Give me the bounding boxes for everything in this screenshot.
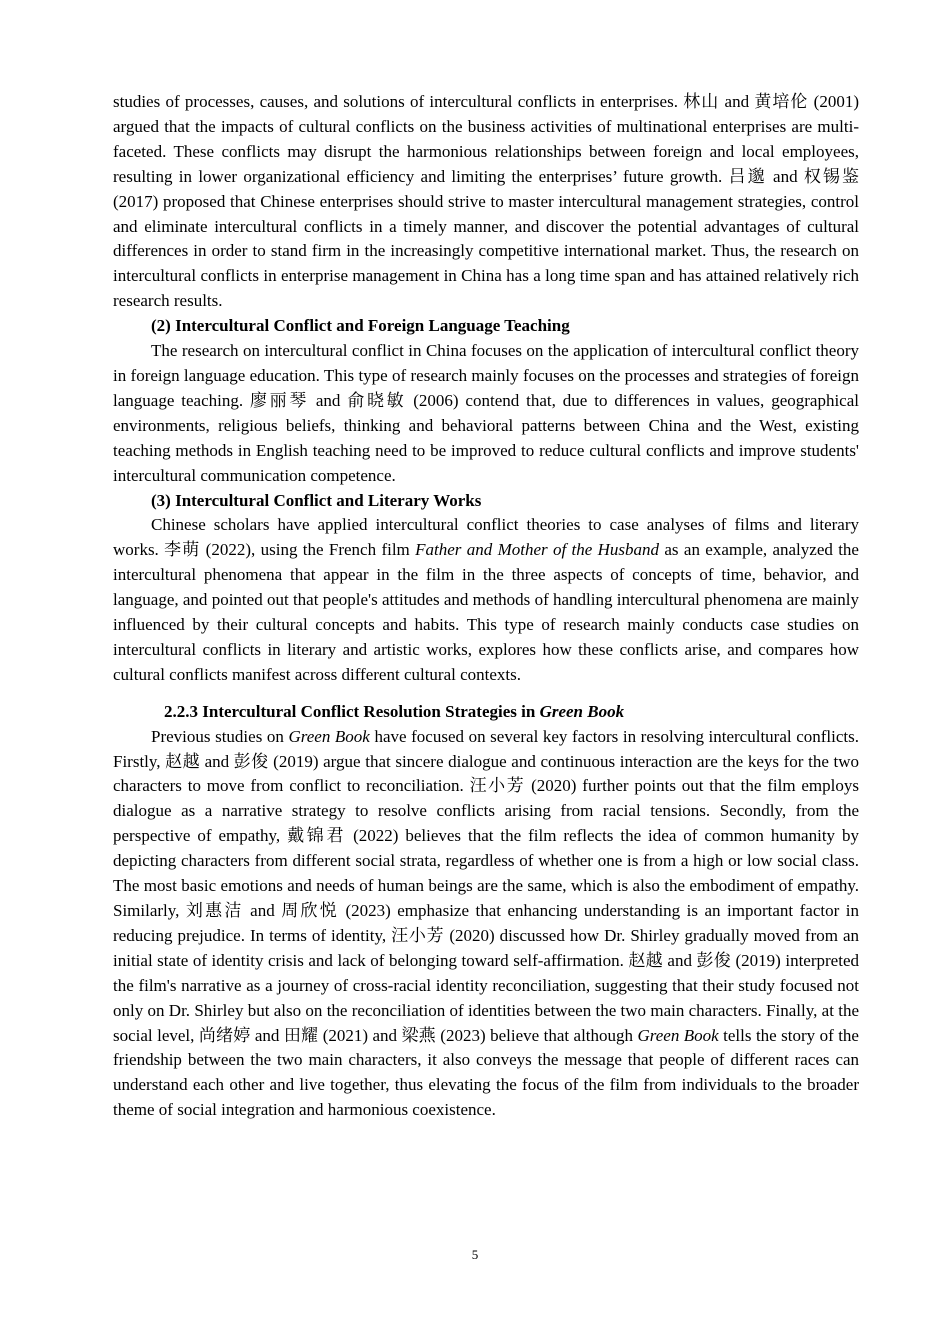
- page-number: 5: [471, 1247, 479, 1262]
- paragraph-literary-works: [113, 513, 859, 687]
- paragraph-text: as an example, analyzed the intercultural phenomena that appear in the film in the three aspects of concepts of time, behavior, and language, and pointed out that people's attitudes and methods of handling intercultural phenomena are mainly influenced by their cultural concepts and habits. This type of research mainly conducts case studies on intercultural conflicts in literary and artistic works, explores how these conflicts arise, and compares how cultural conflicts manifest across different cultural contexts.: [113, 540, 859, 684]
- subheading-literary-works: (3) Intercultural Conflict and Literary Works: [151, 490, 482, 510]
- section-heading-film-title: Green Book: [539, 701, 625, 721]
- paragraph-text: Chinese scholars have applied intercultural conflict theories to case analyses of films and literary works. 李萌 (2022), using the French film: [113, 515, 859, 560]
- paragraph-green-book-strategies: [113, 725, 859, 1124]
- page-body: [113, 90, 859, 1123]
- paragraph-text: Previous studies on: [151, 726, 289, 746]
- section-heading-text: 2.2.3 Intercultural Conflict Resolution Strategies in: [164, 701, 540, 721]
- paragraph-foreign-language-teaching: The research on intercultural conflict in China focuses on the application of intercultural conflict theory in foreign language education. This type of research mainly focuses on the processes and strategies of foreign language teaching. 廖丽琴 and 俞晓敏 (2006) contend that, due to differences in values, geographical environments, religious beliefs, thinking and behavioral patterns between China and the West, existing teaching methods in English teaching need to be improved to reduce cultural conflicts and improve students' intercultural communication competence.: [113, 341, 859, 485]
- film-title: Father and Mother of the Husband: [415, 540, 660, 560]
- paragraph-enterprise-conflicts: studies of processes, causes, and solutions of intercultural conflicts in enterprises. 林山 and 黄培伦 (2001) argued that the impacts of cultural conflicts on the business activities of multinational enterprises are multi-faceted. These conflicts may disrupt the harmonious relationships between foreign and local employees, resulting in lower organizational efficiency and limiting the enterprises’ future growth. 吕邈 and 权锡鉴 (2017) proposed that Chinese enterprises should strive to master intercultural management strategies, control and eliminate intercultural conflicts in a timely manner, and discover the potential advantages of cultural differences in order to stand firm in the increasingly competitive international market. Thus, the research on intercultural conflicts in enterprise management in China has a long time span and has attained relatively rich research results.: [113, 92, 859, 311]
- section-heading-2-2-3: [164, 700, 859, 725]
- film-title: Green Book: [637, 1025, 719, 1045]
- paragraph-text: tells the story of the friendship between the two main characters, it also conveys the message that people of different races can understand each other and live together, thus elevating the focus of the film from individuals to the broader theme of social integration and harmonious coexistence.: [113, 1025, 859, 1120]
- subheading-foreign-language-teaching: (2) Intercultural Conflict and Foreign Language Teaching: [151, 316, 570, 336]
- film-title: Green Book: [288, 726, 370, 746]
- paragraph-text: have focused on several key factors in resolving intercultural conflicts. Firstly, 赵越 and 彭俊 (2019) argue that sincere dialogue and continuous interaction are the keys for the two characters to move from conflict to reconciliation. 汪小芳 (2020) further points out that the film employs dialogue as a narrative strategy to resolve conflicts arising from racial tensions. Secondly, from the perspective of empathy, 戴锦君 (2022) believes that the film reflects the idea of common humanity by depicting characters from different social strata, regardless of whether one is from a high or low social class. The most basic emotions and needs of human beings are the same, which is also the embodiment of empathy. Similarly, 刘惠洁 and 周欣悦 (2023) emphasize that enhancing understanding is an important factor in reducing prejudice. In terms of identity, 汪小芳 (2020) discussed how Dr. Shirley gradually moved from an initial state of identity crisis and lack of belonging toward self-affirmation. 赵越 and 彭俊 (2019) interpreted the film's narrative as a journey of cross-racial identity reconciliation, suggesting that their study focused not only on Dr. Shirley but also on the reconciliation of identities between the two main characters. Finally, at the social level, 尚绪婷 and 田耀 (2021) and 梁燕 (2023) believe that although: [113, 726, 859, 1045]
